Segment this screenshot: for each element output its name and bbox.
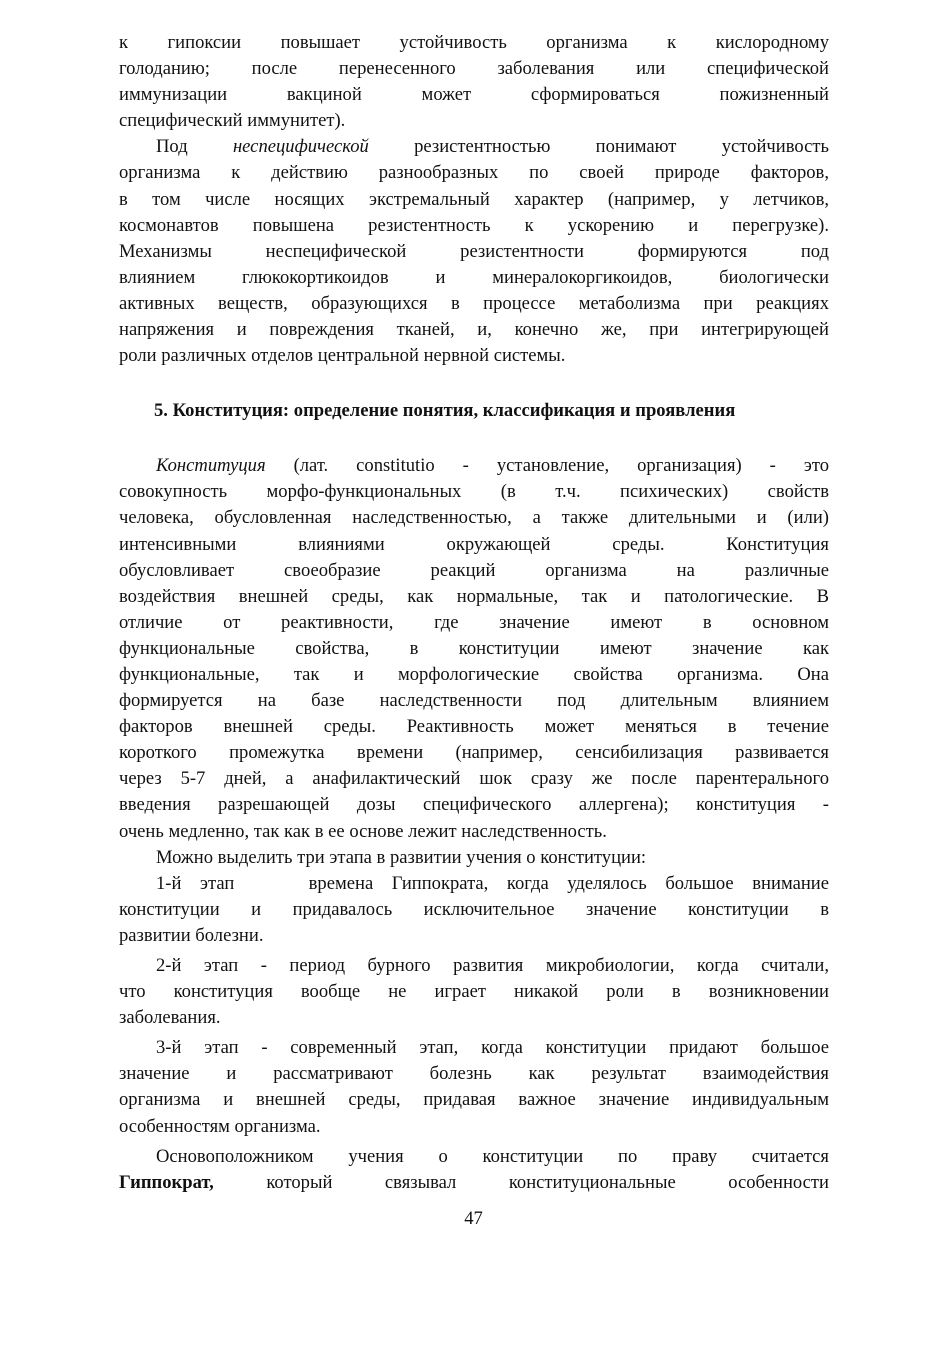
spacer: [119, 425, 829, 453]
text-line: иммунизации вакциной может сформироваться пожизненный: [119, 84, 829, 106]
document-page: [119, 30, 829, 1196]
text-line: 2-й этап - период бурного развития микробиологии, когда считали,: [156, 955, 829, 976]
text-line: напряжения и повреждения тканей, и, конечно же, при интегрирующей: [119, 319, 829, 341]
text-line: 3-й этап - современный этап, когда конституции придают большое: [156, 1037, 829, 1059]
text-line: формируется на базе наследственности под длительным влиянием: [119, 690, 829, 712]
text-line: в том числе носящих экстремальный характер (например, у летчиков,: [119, 188, 829, 210]
text-line: голоданию; после перенесенного заболевания или специфической: [119, 58, 829, 80]
page-number: 47: [464, 1208, 483, 1229]
paragraph-hypoxia-continuation: [119, 30, 829, 134]
text-line: отличие от реактивности, где значение имеют в основном: [119, 611, 829, 633]
text-line: Основоположником учения о конституции по праву считается: [156, 1145, 829, 1167]
text-line: Гиппократ, который связывал конституциональные особенности: [119, 1171, 829, 1193]
text-line: организма к действию разнообразных по своей природе факторов,: [119, 162, 829, 184]
term-nonspecific: неспецифической: [232, 136, 369, 158]
paragraph-nonspecific-resistance: [119, 134, 829, 369]
text-line: развитии болезни.: [119, 924, 264, 946]
text-line: роли различных отделов центральной нервной системы.: [119, 345, 566, 367]
name-hippocrates: Гиппократ,: [119, 1171, 214, 1193]
text-line: что конституция вообще не играет никакой роли в возникновении: [119, 981, 829, 1003]
text-line: очень медленно, так как в ее основе лежит наследственность.: [119, 820, 607, 842]
spacer: [119, 369, 829, 397]
paragraph-stage-1: [119, 871, 829, 949]
text-line: функциональные свойства, в конституции имеют значение как: [119, 637, 829, 659]
term-constitution: Конституция: [156, 455, 266, 477]
section-heading: 5. Конституция: определение понятия, классификация и проявления: [154, 400, 736, 422]
text-line: человека, обусловленная наследственностью, а также длительными и (или): [119, 507, 829, 529]
paragraph-three-stages-intro: Можно выделить три этапа в развитии учения о конституции:: [156, 846, 647, 868]
text-line: короткого промежутка времени (например, сенсибилизация развивается: [119, 742, 829, 764]
text-line: Конституция (лат. constitutio - установление, организация) - это: [156, 455, 829, 477]
text-line: Механизмы неспецифической резистентности формируются под: [119, 240, 829, 262]
text-line: Под неспецифической резистентностью понимают устойчивость: [156, 136, 829, 158]
text-line: влиянием глюкокортикоидов и минералокоргикоидов, биологически: [119, 266, 829, 288]
text-line: введения разрешающей дозы специфического аллергена); конституция -: [119, 794, 829, 816]
paragraph-stage-2: [119, 953, 829, 1031]
text-line: заболевания.: [119, 1007, 221, 1029]
text-line: обусловливает своеобразие реакций организма на различные: [119, 559, 829, 581]
text-line: факторов внешней среды. Реактивность может меняться в течение: [119, 716, 829, 738]
text-line: особенностям организма.: [119, 1115, 321, 1137]
text-line: совокупность морфо-функциональных (в т.ч. психических) свойств: [119, 481, 829, 503]
text-line: специфический иммунитет).: [119, 110, 346, 132]
text-line: значение и рассматривают болезнь как результат взаимодействия: [119, 1063, 829, 1085]
text-line: 1-й этап времена Гиппократа, когда уделялось большое внимание: [156, 872, 829, 894]
text-line: воздействия внешней среды, как нормальные, так и патологические. В: [119, 585, 829, 607]
paragraph-constitution-definition: [119, 453, 829, 844]
paragraph-hippocrates: [119, 1144, 829, 1196]
text-line: через 5-7 дней, а анафилактический шок сразу же после парентерального: [119, 768, 829, 790]
text-line: активных веществ, образующихся в процессе метаболизма при реакциях: [119, 292, 829, 314]
paragraph-stage-3: [119, 1035, 829, 1139]
text-line: функциональные, так и морфологические свойства организма. Она: [119, 663, 829, 685]
text-line: интенсивными влияниями окружающей среды. Конституция: [119, 533, 829, 555]
text-line: к гипоксии повышает устойчивость организма к кислородному: [119, 32, 829, 53]
text-line: организма и внешней среды, придавая важное значение индивидуальным: [119, 1089, 829, 1111]
text-line: конституции и придавалось исключительное значение конституции в: [119, 898, 829, 920]
text-line: космонавтов повышена резистентность к ускорению и перегрузке).: [119, 214, 829, 236]
